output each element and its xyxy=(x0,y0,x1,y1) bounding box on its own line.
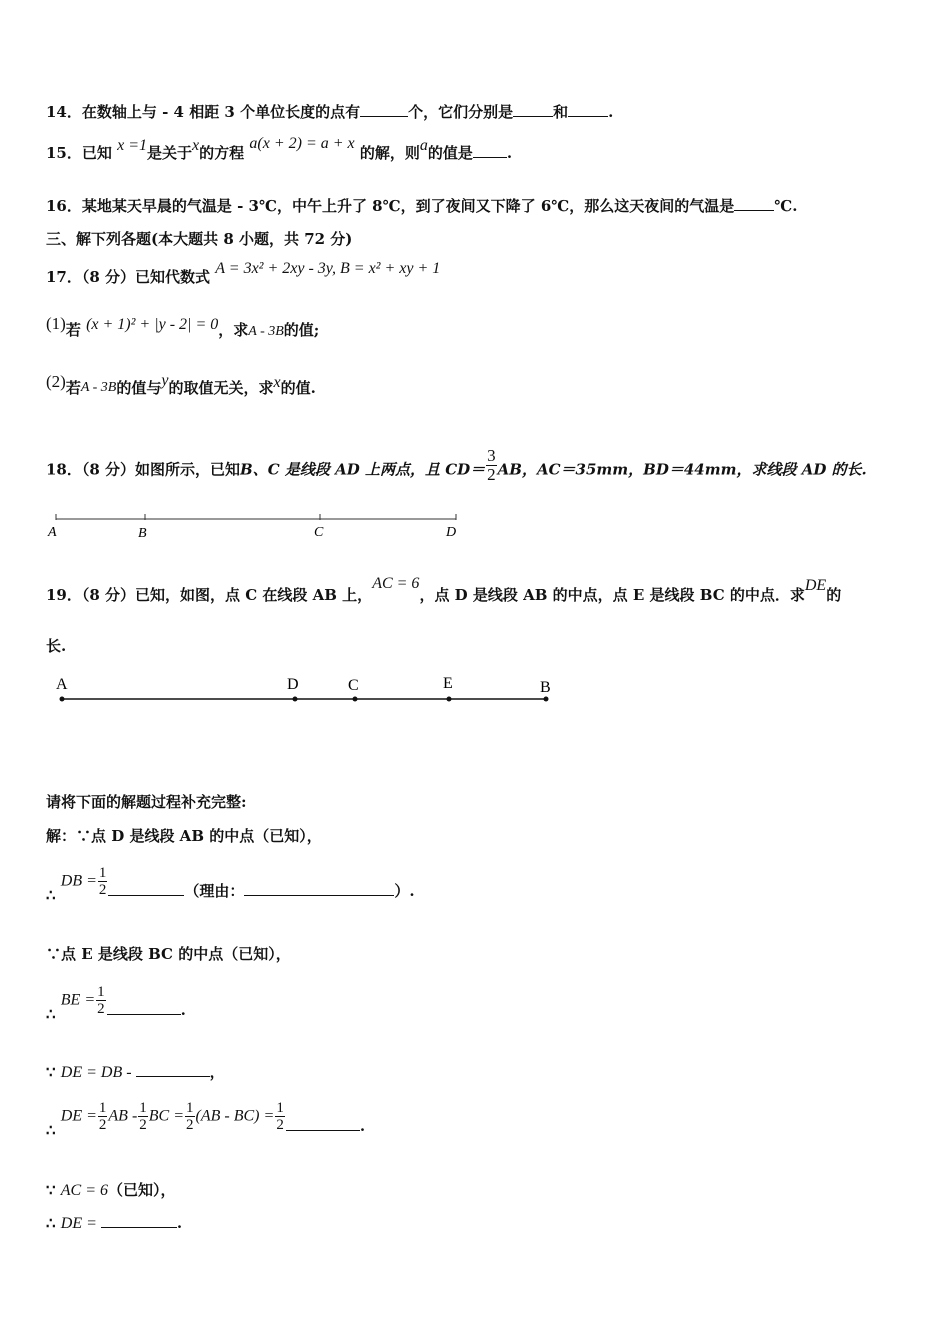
answer-blank[interactable] xyxy=(107,1000,181,1015)
question-text: 若 xyxy=(65,379,81,397)
question-17-part-1 xyxy=(46,314,320,342)
point-label-c: C xyxy=(314,525,324,540)
fraction-half xyxy=(96,984,106,1017)
math-expression: A - 3B xyxy=(248,324,284,339)
part-label: (1) xyxy=(46,314,66,333)
fraction-half xyxy=(98,1100,108,1133)
question-text: （8 分）已知代数式 xyxy=(81,268,211,286)
therefore-symbol: ∴ xyxy=(46,1214,56,1232)
solution-line-1: 解：∵点 D 是线段 AB 的中点（已知）， xyxy=(46,827,322,845)
question-number: 19． xyxy=(46,586,82,604)
point-label-a: A xyxy=(56,676,68,693)
fraction-numerator: 1 xyxy=(186,1100,194,1116)
point-label-b: B xyxy=(540,679,551,696)
math-variable: a xyxy=(419,137,428,154)
answer-blank[interactable] xyxy=(108,881,184,896)
question-number: 17． xyxy=(46,268,82,286)
question-number: 15． xyxy=(46,144,82,162)
math-expression: AB - xyxy=(108,1107,138,1125)
question-text: 在数轴上与 - 4 相距 3 个单位长度的点有 xyxy=(81,103,361,121)
solution-line-7 xyxy=(46,1180,176,1201)
answer-blank[interactable] xyxy=(473,143,507,158)
question-text: 某地某天早晨的气温是 - 3℃，中午上升了 8℃，到了夜间又下降了 6℃，那么这天夜间的气温是 xyxy=(81,197,735,215)
solution-text: ）. xyxy=(394,881,415,900)
fraction-denominator: 2 xyxy=(487,465,496,484)
question-text: B、C 是线段 AD 上两点，且 CD＝ xyxy=(240,460,486,479)
math-expression: DE = xyxy=(60,1107,97,1125)
segment-diagram-19 xyxy=(50,670,570,710)
question-number: 18． xyxy=(46,460,82,479)
question-18 xyxy=(46,446,867,489)
solution-text: ， xyxy=(209,1063,225,1081)
question-text: 若 xyxy=(65,321,81,339)
section-title: 三、解下列各题(本大题共 8 小题，共 72 分) xyxy=(46,230,353,248)
solution-line-5 xyxy=(46,1062,225,1083)
math-variable: y xyxy=(161,372,169,389)
solution-line-8 xyxy=(46,1213,182,1234)
fraction-denominator: 2 xyxy=(98,882,107,898)
math-expression: x =1 xyxy=(117,137,148,154)
question-text: 的值是 xyxy=(427,144,473,162)
question-text: 的值与 xyxy=(116,379,162,397)
solution-line-2 xyxy=(46,865,415,904)
question-number: 14． xyxy=(46,103,82,121)
question-text: 长. xyxy=(46,637,67,655)
point-label-c: C xyxy=(348,677,359,694)
answer-blank[interactable] xyxy=(136,1062,210,1077)
question-text: 的 xyxy=(826,586,842,604)
fraction-denominator: 2 xyxy=(98,1117,107,1133)
fraction-numerator: 1 xyxy=(97,984,105,1000)
fraction-denominator: 2 xyxy=(186,1117,194,1133)
question-17-part-2 xyxy=(46,372,316,400)
question-16 xyxy=(46,196,797,216)
question-text: 是关于 xyxy=(147,144,193,162)
math-equation: a(x + 2) = a + x xyxy=(249,135,355,152)
math-definition: A = 3x² + 2xy - 3y, B = x² + xy + 1 xyxy=(215,260,441,277)
therefore-symbol: ∴ xyxy=(46,1004,56,1023)
point-label-a: A xyxy=(48,525,57,540)
question-text: 的值; xyxy=(283,321,320,339)
question-text: . xyxy=(608,103,614,121)
question-text: 的值. xyxy=(280,379,316,397)
solution-line-4 xyxy=(46,984,186,1023)
solution-text: . xyxy=(176,1214,183,1232)
point-label-d: D xyxy=(446,525,457,540)
answer-blank[interactable] xyxy=(286,1116,360,1131)
question-text: . xyxy=(506,144,513,162)
math-expression: AC = 6 xyxy=(372,575,420,592)
solution-text: （理由： xyxy=(184,881,245,900)
point-label-b: B xyxy=(138,526,147,541)
solution-text: . xyxy=(180,1000,186,1019)
fraction-numerator: 1 xyxy=(98,1100,107,1116)
point-label-e: E xyxy=(443,675,453,692)
math-expression: AC = 6 xyxy=(60,1182,109,1199)
point-e xyxy=(447,697,452,702)
solution-line-6 xyxy=(46,1100,366,1139)
math-expression: A - 3B xyxy=(80,380,117,395)
fraction-numerator: 1 xyxy=(139,1100,147,1116)
therefore-symbol: ∴ xyxy=(46,885,56,904)
math-expression: DE = xyxy=(60,1215,97,1232)
fraction-denominator: 2 xyxy=(276,1117,284,1133)
fraction-denominator: 2 xyxy=(97,1001,105,1017)
math-expression: DE xyxy=(804,577,827,594)
question-text: 的解，则 xyxy=(359,144,420,162)
math-expression: DB = xyxy=(60,872,97,890)
answer-blank[interactable] xyxy=(568,102,608,117)
fraction-numerator: 1 xyxy=(276,1100,284,1116)
fraction-numerator: 1 xyxy=(98,865,107,881)
question-text: （8 分）如图所示，已知 xyxy=(81,460,241,479)
point-a xyxy=(60,697,65,702)
question-text: ，点 D 是线段 AB 的中点，点 E 是线段 BC 的中点．求 xyxy=(419,586,805,604)
fraction xyxy=(486,447,497,484)
question-text: ℃. xyxy=(774,197,798,215)
question-19 xyxy=(46,575,842,606)
question-text: 的取值无关，求 xyxy=(168,379,274,397)
fraction-half xyxy=(185,1100,195,1133)
solution-text: （已知）， xyxy=(108,1181,176,1199)
solution-text: . xyxy=(359,1116,366,1135)
question-14 xyxy=(46,102,613,122)
answer-blank[interactable] xyxy=(513,102,553,117)
question-text: 和 xyxy=(553,103,569,121)
math-variable: x xyxy=(273,374,281,391)
question-text: 个，它们分别是 xyxy=(408,103,514,121)
fraction-half xyxy=(138,1100,148,1133)
math-expression: (AB - BC) = xyxy=(195,1107,275,1125)
question-text: ，求 xyxy=(218,321,249,339)
solution-line-3: ∵点 E 是线段 BC 的中点（已知）， xyxy=(46,945,291,963)
because-symbol: ∵ xyxy=(46,1181,56,1199)
math-expression: DE = DB - xyxy=(60,1064,132,1081)
fraction-half xyxy=(98,865,108,898)
fraction-denominator: 2 xyxy=(139,1117,147,1133)
question-text: 已知 xyxy=(81,144,112,162)
answer-blank[interactable] xyxy=(360,102,408,117)
reason-blank[interactable] xyxy=(244,881,394,896)
point-label-d: D xyxy=(287,676,299,693)
answer-blank[interactable] xyxy=(734,196,774,211)
segment-diagram-18 xyxy=(40,508,470,544)
math-condition: (x + 1)² + |y - 2| = 0 xyxy=(86,316,219,333)
question-text: AB，AC＝35mm，BD＝44mm，求线段 AD 的长. xyxy=(497,460,867,479)
question-text: 的方程 xyxy=(199,144,245,162)
question-number: 16． xyxy=(46,197,82,215)
point-c xyxy=(353,697,358,702)
math-expression: BC = xyxy=(148,1107,185,1125)
point-b xyxy=(544,697,549,702)
solution-prompt: 请将下面的解题过程补充完整: xyxy=(46,793,247,811)
question-15 xyxy=(46,135,513,164)
because-symbol: ∵ xyxy=(46,1063,56,1081)
final-answer-blank[interactable] xyxy=(101,1213,177,1228)
question-text: （8 分）已知，如图，点 C 在线段 AB 上， xyxy=(81,586,373,604)
question-17 xyxy=(46,260,441,288)
part-label: (2) xyxy=(46,372,66,391)
fraction-numerator: 3 xyxy=(487,446,496,465)
math-expression: BE = xyxy=(60,991,96,1009)
math-variable: x xyxy=(192,137,200,154)
point-d xyxy=(293,697,298,702)
therefore-symbol: ∴ xyxy=(46,1120,56,1139)
fraction-half xyxy=(275,1100,285,1133)
